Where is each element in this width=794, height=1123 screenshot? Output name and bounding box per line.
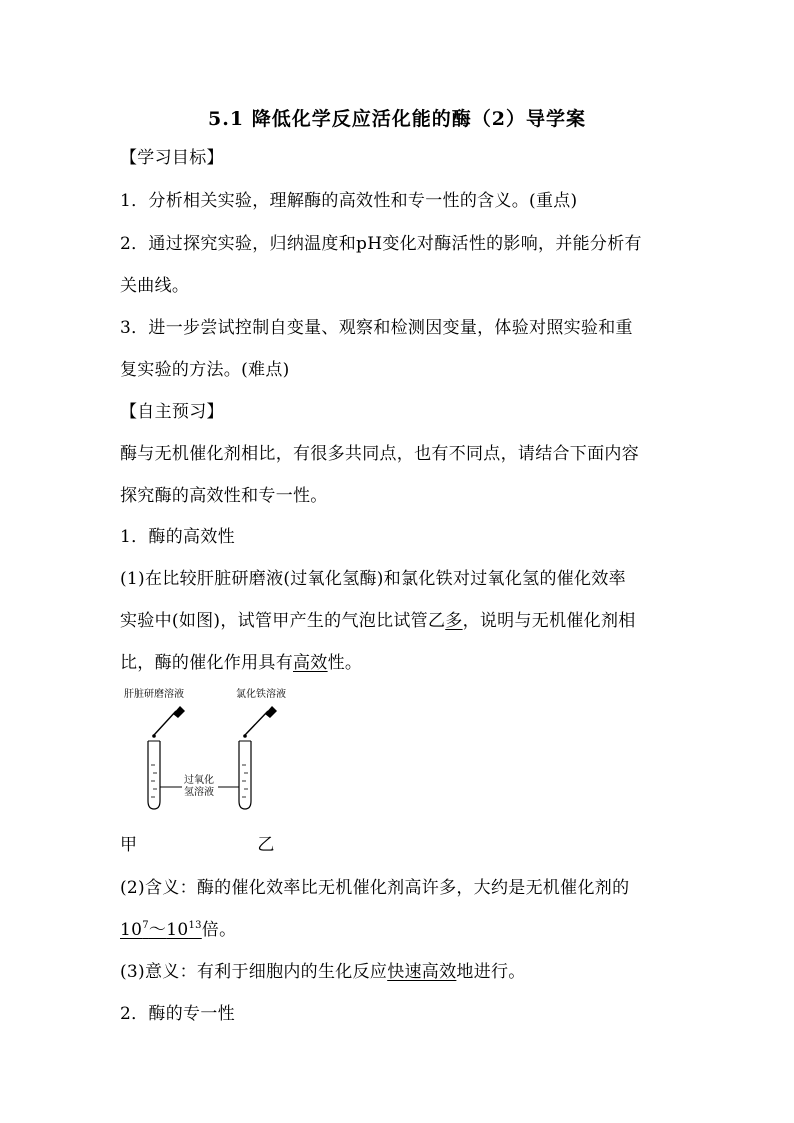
answer-efficient: 高效 bbox=[293, 653, 328, 673]
solution-label-line-1: 过氧化 bbox=[184, 775, 214, 786]
left-dropper-label: 肝脏研磨溶液 bbox=[124, 689, 184, 700]
tube-labels bbox=[120, 833, 680, 857]
objective-1: 1．分析相关实验，理解酶的高效性和专一性的含义。(重点) bbox=[120, 191, 578, 211]
efficiency-p2-line-2 bbox=[120, 918, 680, 942]
answer-fast-efficient: 快速高效 bbox=[387, 962, 457, 982]
exponent: 7 bbox=[142, 920, 149, 931]
test-tube-figure bbox=[118, 683, 318, 813]
tube-label-left: 甲 bbox=[120, 835, 138, 855]
text-span: ，说明与无机催化剂相 bbox=[462, 611, 636, 631]
page-title: 5.1 降低化学反应活化能的酶（2）导学案 bbox=[208, 108, 586, 130]
text-span: 倍。 bbox=[201, 920, 237, 940]
objective-3-line-2: 复实验的方法。(难点) bbox=[120, 360, 290, 380]
text-span: 实验中(如图)，试管甲产生的气泡比试管乙 bbox=[120, 611, 446, 631]
text-span: 性。 bbox=[327, 653, 363, 673]
right-dropper-label: 氯化铁溶液 bbox=[236, 689, 286, 700]
specificity-heading: 2．酶的专一性 bbox=[120, 1004, 235, 1024]
solution-label-line-2: 氢溶液 bbox=[184, 787, 214, 798]
right-test-tube-icon bbox=[239, 741, 251, 809]
preview-heading: 【自主预习】 bbox=[120, 402, 224, 422]
efficiency-p1-line-2 bbox=[120, 609, 680, 633]
text-span: ～ bbox=[148, 920, 167, 940]
efficiency-heading: 1．酶的高效性 bbox=[120, 527, 235, 547]
efficiency-p2-line-1: (2)含义：酶的催化效率比无机催化剂高许多，大约是无机催化剂的 bbox=[120, 878, 630, 898]
objectives-heading: 【学习目标】 bbox=[120, 148, 224, 168]
text-span: 比，酶的催化作用具有 bbox=[120, 653, 293, 673]
objective-2-line-1: 2．通过探究实验，归纳温度和pH变化对酶活性的影响，并能分析有 bbox=[120, 234, 642, 254]
objective-3-line-1: 3．进一步尝试控制自变量、观察和检测因变量，体验对照实验和重 bbox=[120, 318, 633, 338]
right-dropper-icon bbox=[243, 706, 277, 738]
text-span: (3)意义：有利于细胞内的生化反应 bbox=[120, 962, 388, 982]
objective-2-line-2: 关曲线。 bbox=[120, 276, 190, 296]
text-span: 10 bbox=[120, 920, 143, 940]
text-span: 地进行。 bbox=[456, 962, 526, 982]
left-dropper-icon bbox=[152, 706, 185, 738]
efficiency-p1-line-3 bbox=[120, 651, 680, 675]
preview-intro-line-2: 探究酶的高效性和专一性。 bbox=[120, 486, 328, 506]
answer-magnitude bbox=[120, 920, 202, 940]
text-span: 10 bbox=[166, 920, 189, 940]
tube-label-right: 乙 bbox=[257, 835, 275, 855]
efficiency-p3 bbox=[120, 960, 680, 984]
efficiency-p1-line-1: (1)在比较肝脏研磨液(过氧化氢酶)和氯化铁对过氧化氢的催化效率 bbox=[120, 569, 626, 589]
exponent: 13 bbox=[188, 920, 202, 931]
answer-more: 多 bbox=[445, 611, 463, 631]
left-test-tube-icon bbox=[148, 741, 160, 809]
preview-intro-line-1: 酶与无机催化剂相比，有很多共同点，也有不同点，请结合下面内容 bbox=[120, 444, 639, 464]
